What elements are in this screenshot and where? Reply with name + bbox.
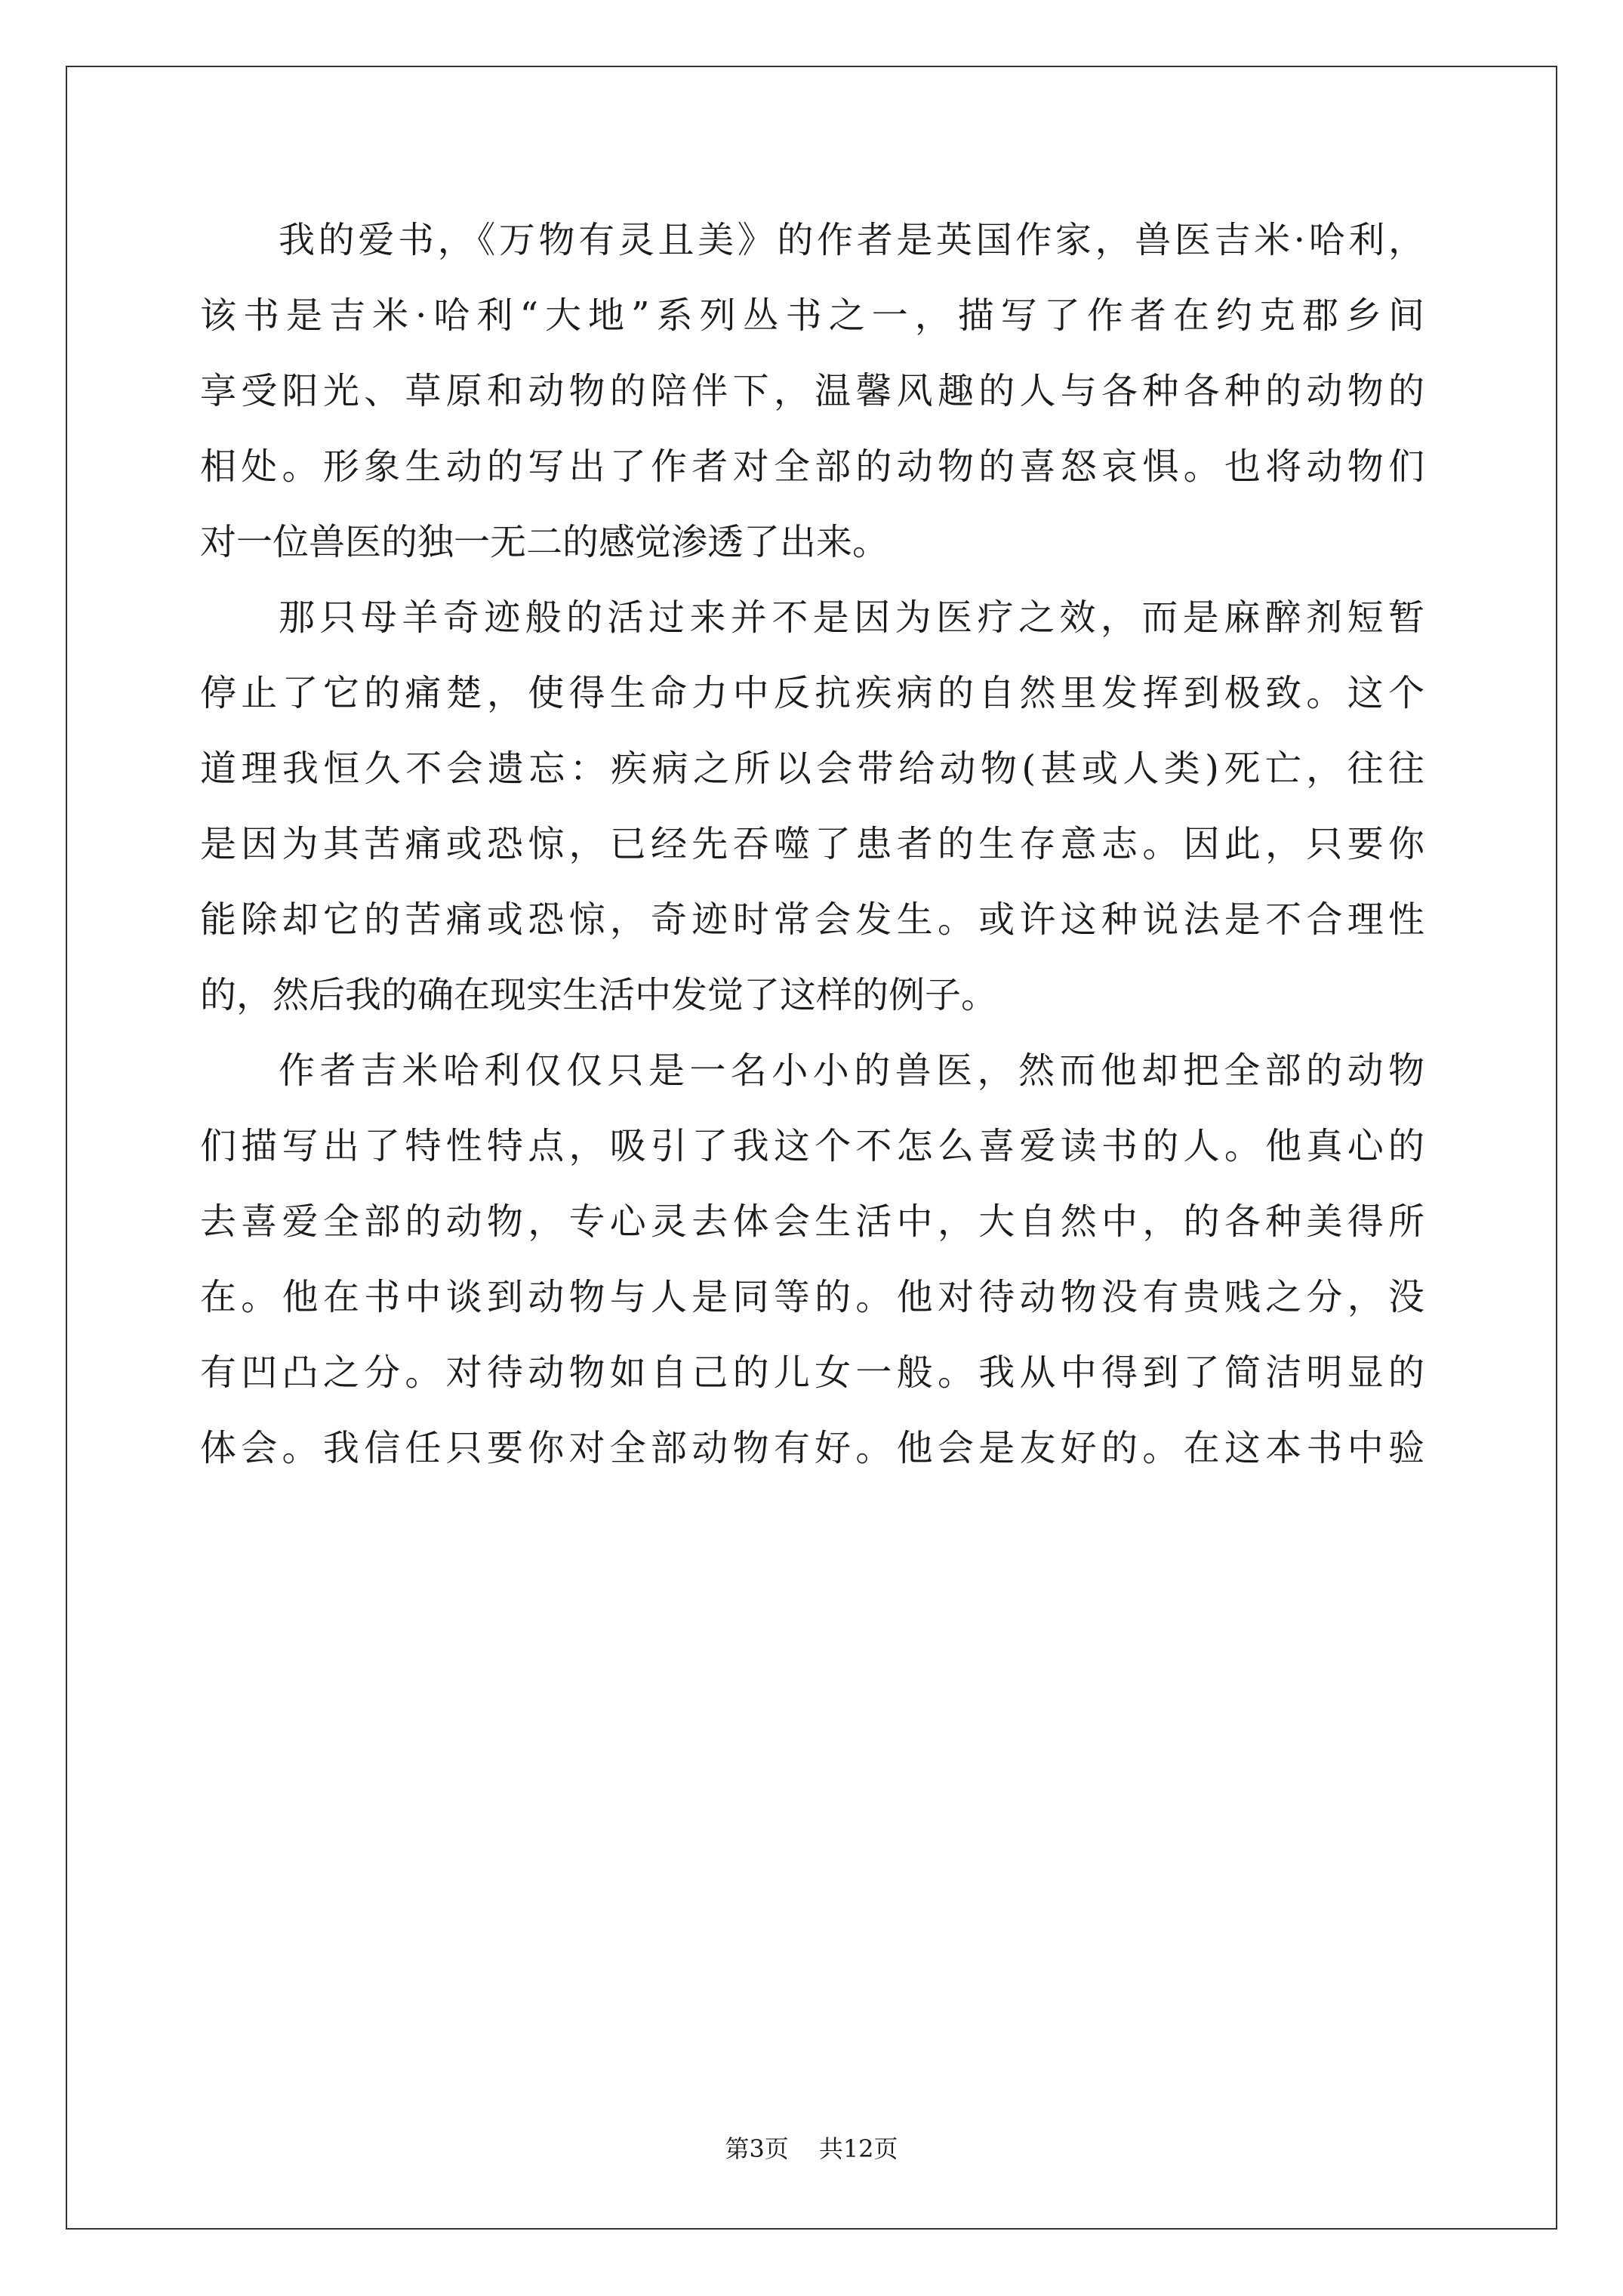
paragraph-1-line-1: 我的爱书，《万物有灵且美》的作者是英国作家，兽医吉米·哈利， [279,219,1424,261]
page-total-label: 共12页 [818,2134,898,2163]
document-body [200,202,1424,1486]
paragraph-3-line-2: 们描写出了特性特点，吸引了我这个不怎么喜爱读书的人。他真心的 [200,1125,1424,1167]
paragraph-3-line-1: 作者吉米哈利仅仅只是一名小小的兽医，然而他却把全部的动物 [279,1049,1424,1092]
paragraph-3-line-6: 体会。我信任只要你对全部动物有好。他会是友好的。在这本书中验 [200,1427,1424,1469]
paragraph-3-line-4: 在。他在书中谈到动物与人是同等的。他对待动物没有贵贱之分，没 [200,1276,1424,1318]
paragraph-2-line-5: 能除却它的苦痛或恐惊，奇迹时常会发生。或许这种说法是不合理性 [200,898,1424,941]
paragraph-2-line-2: 停止了它的痛楚，使得生命力中反抗疾病的自然里发挥到极致。这个 [200,672,1424,714]
paragraph-1-line-5: 对一位兽医的独一无二的感觉渗透了出来。 [200,521,889,563]
paragraph-1-line-4: 相处。形象生动的写出了作者对全部的动物的喜怒哀惧。也将动物们 [200,445,1424,488]
page-number-label: 第3页 [725,2134,789,2163]
paragraph-3-line-5: 有凹凸之分。对待动物如自己的儿女一般。我从中得到了简洁明显的 [200,1351,1424,1394]
page-footer [0,2134,1623,2164]
paragraph-1-line-3: 享受阳光、草原和动物的陪伴下，温馨风趣的人与各种各种的动物的 [200,370,1424,412]
paragraph-2-line-3: 道理我恒久不会遗忘：疾病之所以会带给动物(甚或人类)死亡，往往 [200,747,1424,790]
paragraph-2-line-4: 是因为其苦痛或恐惊，已经先吞噬了患者的生存意志。因此，只要你 [200,823,1424,865]
paragraph-2-line-6: 的，然后我的确在现实生活中发觉了这样的例子。 [200,974,998,1016]
paragraph-1-line-2: 该书是吉米·哈利“大地”系列丛书之一，描写了作者在约克郡乡间 [200,294,1424,337]
paragraph-2-line-1: 那只母羊奇迹般的活过来并不是因为医疗之效，而是麻醉剂短暂 [279,596,1424,639]
paragraph-3-line-3: 去喜爱全部的动物，专心灵去体会生活中，大自然中，的各种美得所 [200,1200,1424,1243]
